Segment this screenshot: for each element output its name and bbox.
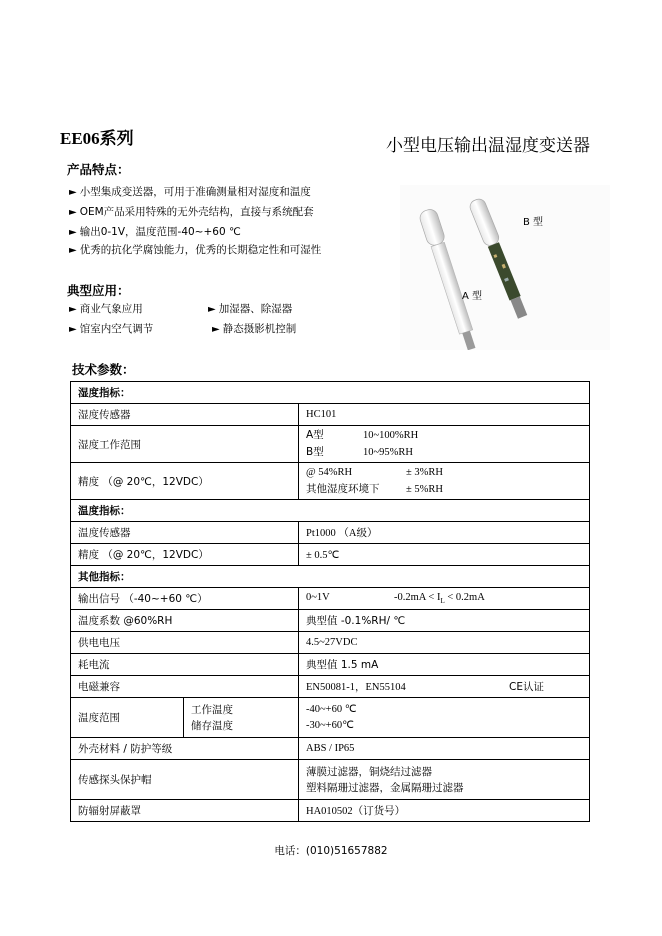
table-row [71,632,590,654]
table-row [71,544,590,566]
param-label: 精度 （@ 20℃，12VDC） [71,463,299,500]
spec-table [70,381,590,822]
group-other: 其他指标： [71,566,590,588]
table-row [71,654,590,676]
param-label: 防辐射屏蔽罩 [71,800,299,822]
bullet-triangle-icon: ► [69,187,77,198]
table-row [71,404,590,426]
document-title: 小型电压输出温湿度变送器 [386,136,590,156]
param-value: 典型值 -0.1%RH/ ℃ [299,610,590,632]
param-value: ABS / IP65 [299,738,590,760]
param-label: 供电电压 [71,632,299,654]
table-row [71,566,590,588]
table-row [71,382,590,404]
application-item: ► 加湿器、除湿器 [208,303,293,315]
series-name: EE06系列 [60,129,134,148]
product-photo [400,185,610,350]
param-value: HA010502（订货号） [299,800,590,822]
param-label: 精度 （@ 20℃，12VDC） [71,544,299,566]
application-item: ► 静态摄影机控制 [212,323,297,335]
bullet-triangle-icon: ► [69,245,77,256]
param-value: @ 54%RH ± 3%RH 其他湿度环境下 ± 5%RH [299,463,590,500]
label-a-type: A 型 [462,291,483,302]
bullet-triangle-icon: ► [212,324,220,335]
bullet-triangle-icon: ► [69,324,77,335]
param-label: 温度范围 [71,698,184,738]
param-value: 4.5~27VDC [299,632,590,654]
footer-phone: 电话：(010)51657882 [274,845,388,857]
bullet-triangle-icon: ► [208,304,216,315]
table-row [71,800,590,822]
table-row [71,426,590,463]
application-item: ► 商业气象应用 [69,303,143,315]
feature-item: ► 优秀的抗化学腐蚀能力，优秀的长期稳定性和可湿性 [69,244,322,256]
bullet-triangle-icon: ► [69,304,77,315]
table-row [71,588,590,610]
features-heading: 产品特点： [67,162,130,177]
param-value: Pt1000 （A级） [299,522,590,544]
param-label: 传感探头保护帽 [71,760,299,800]
feature-item: ► 小型集成变送器，可用于准确测量相对湿度和温度 [69,186,311,198]
label-b-type: B 型 [523,217,544,228]
group-temperature: 温度指标： [71,500,590,522]
param-value: 0~1V $-0.2mA < I_L < 0.2mA$ [299,588,590,610]
table-row [71,522,590,544]
specs-heading: 技术参数： [72,362,135,377]
param-value: HC101 [299,404,590,426]
param-value: 典型值 1.5 mA [299,654,590,676]
param-label: 输出信号 （-40~+60 ℃） [71,588,299,610]
param-value: A型 10~100%RH B型 10~95%RH [299,426,590,463]
bullet-triangle-icon: ► [69,227,77,238]
group-humidity: 湿度指标： [71,382,590,404]
param-label: 电磁兼容 [71,676,299,698]
table-row [71,463,590,500]
param-label: 温度系数 @60%RH [71,610,299,632]
param-label: 耗电流 [71,654,299,676]
table-row [71,676,590,698]
param-value: -40~+60 ℃ -30~+60℃ [299,698,590,738]
table-row [71,698,590,738]
bullet-triangle-icon: ► [69,207,77,218]
table-row [71,500,590,522]
param-sublabels: 工作温度 储存温度 [184,698,299,738]
feature-item: ► 输出0-1V，温度范围-40~+60 ℃ [69,226,241,238]
application-item: ► 馆室内空气调节 [69,323,154,335]
applications-heading: 典型应用： [67,283,130,298]
table-row [71,738,590,760]
param-label: 外壳材料 / 防护等级 [71,738,299,760]
param-value: 薄膜过滤器，铜烧结过滤器 塑料隔珊过滤器，金属隔珊过滤器 [299,760,590,800]
param-label: 湿度传感器 [71,404,299,426]
param-label: 温度传感器 [71,522,299,544]
param-value: EN50081-1，EN55104 CE认证 [299,676,590,698]
table-row [71,610,590,632]
param-label: 湿度工作范围 [71,426,299,463]
table-row [71,760,590,800]
feature-item: ► OEM产品采用特殊的无外壳结构，直接与系统配套 [69,206,314,218]
param-value: ± 0.5℃ [299,544,590,566]
